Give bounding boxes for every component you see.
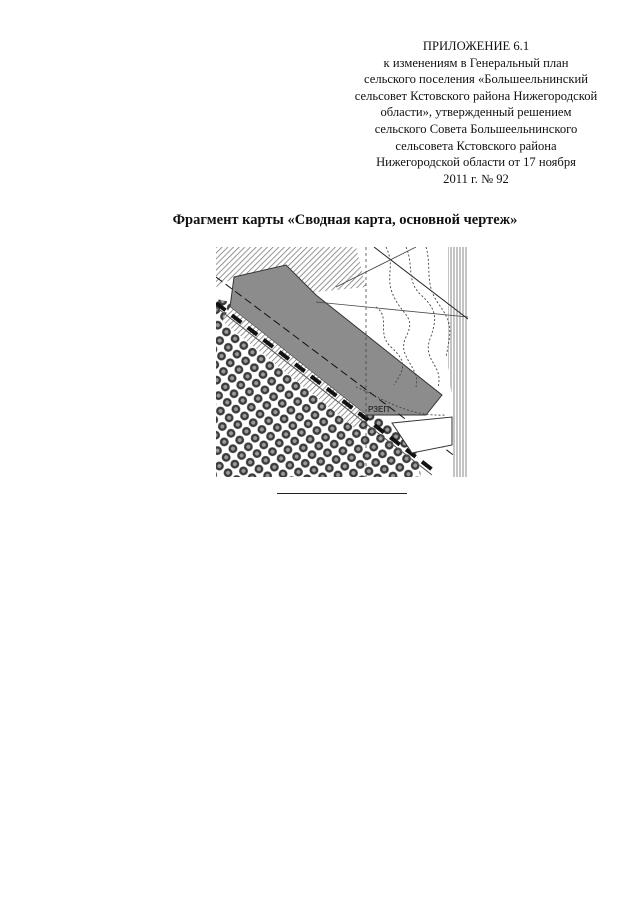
appendix-line: сельсовета Кстовского района — [395, 138, 557, 153]
appendix-line: ПРИЛОЖЕНИЕ 6.1 — [422, 39, 530, 53]
appendix-line: сельсовет Кстовского района Нижегородской — [354, 88, 598, 103]
appendix-line: области», утвержденный решением — [380, 105, 572, 120]
appendix-header — [340, 38, 612, 187]
zone-label: РЗЕП — [368, 405, 390, 414]
appendix-line: 2011 г. № 92 — [443, 171, 509, 186]
appendix-line: сельского поселения «Большеельнинский — [363, 72, 588, 87]
appendix-line: к изменениям в Генеральный план — [383, 55, 569, 70]
fragment-title: Фрагмент карты «Сводная карта, основной чертеж» — [172, 212, 518, 228]
appendix-line: сельского Совета Большеельнинского — [374, 121, 578, 136]
appendix-line: Нижегородской области от 17 ноября — [376, 155, 576, 170]
map-drawing — [216, 247, 468, 477]
map-fragment — [216, 247, 468, 477]
separator-line — [277, 493, 407, 494]
